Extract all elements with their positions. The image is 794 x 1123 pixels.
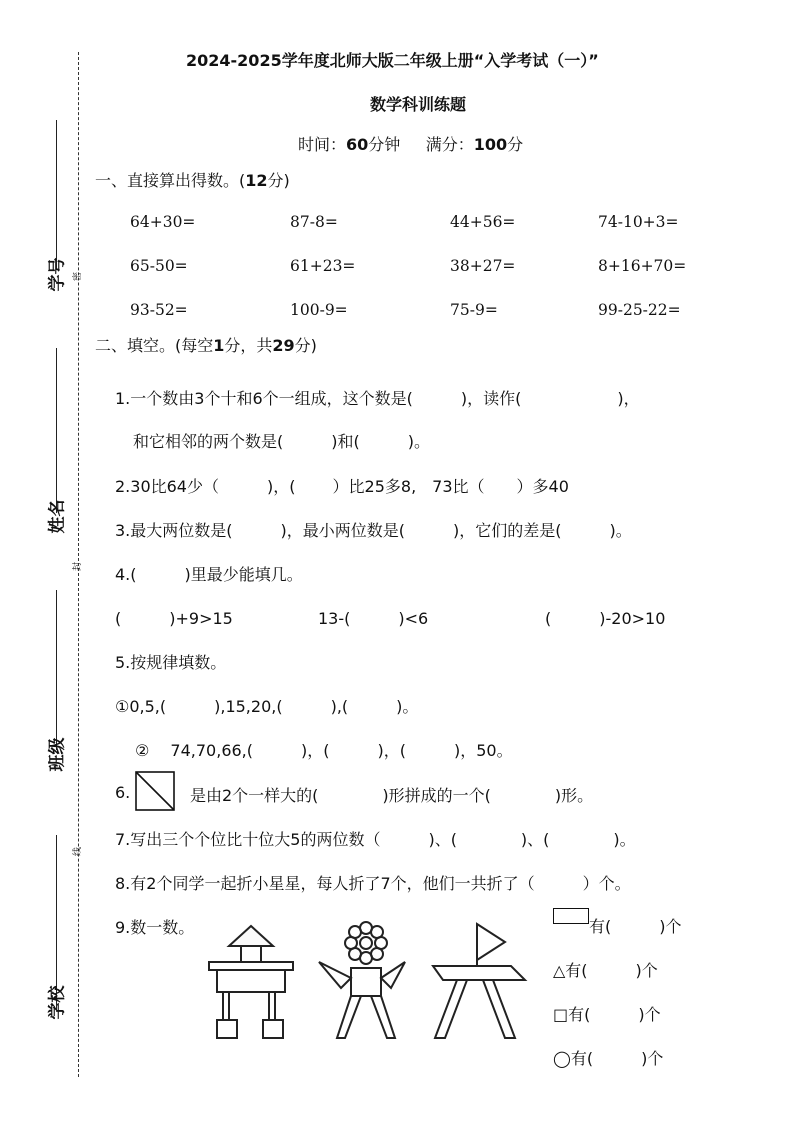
class-underline: [56, 590, 57, 750]
time-label: 时间：: [298, 135, 347, 154]
question-7: 7.写出三个个位比十位大5的两位数（ )、( )、( )。: [115, 830, 636, 849]
question-6-number: 6.: [115, 783, 131, 802]
rectangle-icon: [553, 908, 589, 924]
calc-item: 65-50=: [130, 257, 188, 275]
question-1-line-1: 1.一个数由3个十和6个一组成，这个数是( )，读作( )，: [115, 389, 640, 408]
exam-title: 2024-2025学年度北师大版二年级上册“入学考试（一）”: [186, 51, 599, 70]
calc-item: 74-10+3=: [598, 213, 679, 231]
shape-figures-image: [205, 918, 535, 1046]
seal-mark: 密: [73, 271, 84, 282]
name-underline: [56, 348, 57, 513]
calc-item: 8+16+70=: [598, 257, 687, 275]
split-square-icon: [135, 771, 175, 811]
calc-item: 64+30=: [130, 213, 196, 231]
calc-item: 87-8=: [290, 213, 338, 231]
calc-item: 75-9=: [450, 301, 498, 319]
section1-heading: 一、直接算出得数。(12分): [95, 171, 290, 190]
question-8: 8.有2个同学一起折小星星，每人折了7个，他们一共折了（ ）个。: [115, 874, 631, 893]
question-4-a: ( )+9>15: [115, 609, 233, 628]
question-3: 3.最大两位数是( )，最小两位数是( )，它们的差是( )。: [115, 521, 632, 540]
calc-item: 61+23=: [290, 257, 356, 275]
question-6: 是由2个一样大的( )形拼成的一个( )形。: [190, 786, 594, 805]
name-label: 姓名: [47, 499, 68, 534]
calc-item: 44+56=: [450, 213, 516, 231]
question-5: 5.按规律填数。: [115, 653, 227, 672]
question-5-a: ①0,5,( ),15,20,( ),( )。: [115, 697, 419, 716]
seal-mark: 封: [73, 561, 84, 572]
question-2: 2.30比64少（ )，( ）比25多8, 73比（ ）多40: [115, 477, 569, 496]
seal-mark: 线: [73, 846, 84, 857]
question-5-b: ② 74,70,66,( )，( )，( )，50。: [135, 741, 513, 760]
score-value: 100: [473, 135, 508, 154]
question-4-c: ( )-20>10: [545, 609, 666, 628]
calc-item: 99-25-22=: [598, 301, 681, 319]
student-id-label: 学号: [47, 257, 68, 292]
exam-subtitle: 数学科训练题: [370, 95, 467, 114]
class-label: 班级: [47, 737, 68, 772]
question-4-b: 13-( )<6: [318, 609, 429, 628]
calc-item: 93-52=: [130, 301, 188, 319]
calc-item: 100-9=: [290, 301, 348, 319]
count-circle: ◯有( )个: [553, 1049, 664, 1068]
school-label: 学校: [47, 985, 68, 1020]
count-square: □有( )个: [553, 1005, 661, 1024]
time-value: 60: [346, 135, 369, 154]
question-1-line-2: 和它相邻的两个数是( )和( )。: [133, 432, 430, 451]
school-underline: [56, 835, 57, 1010]
exam-time-score: [298, 132, 523, 155]
student-id-underline: [56, 120, 57, 270]
score-unit: 分: [507, 135, 524, 154]
time-unit: 分钟: [368, 135, 401, 154]
score-label: 满分：: [425, 135, 474, 154]
count-rectangle: 有( )个: [589, 917, 682, 936]
section2-heading: 二、填空。(每空1分，共29分): [95, 336, 317, 355]
calc-item: 38+27=: [450, 257, 516, 275]
question-4: 4.( )里最少能填几。: [115, 565, 303, 584]
count-triangle: △有( )个: [553, 961, 658, 980]
question-9: 9.数一数。: [115, 918, 195, 937]
